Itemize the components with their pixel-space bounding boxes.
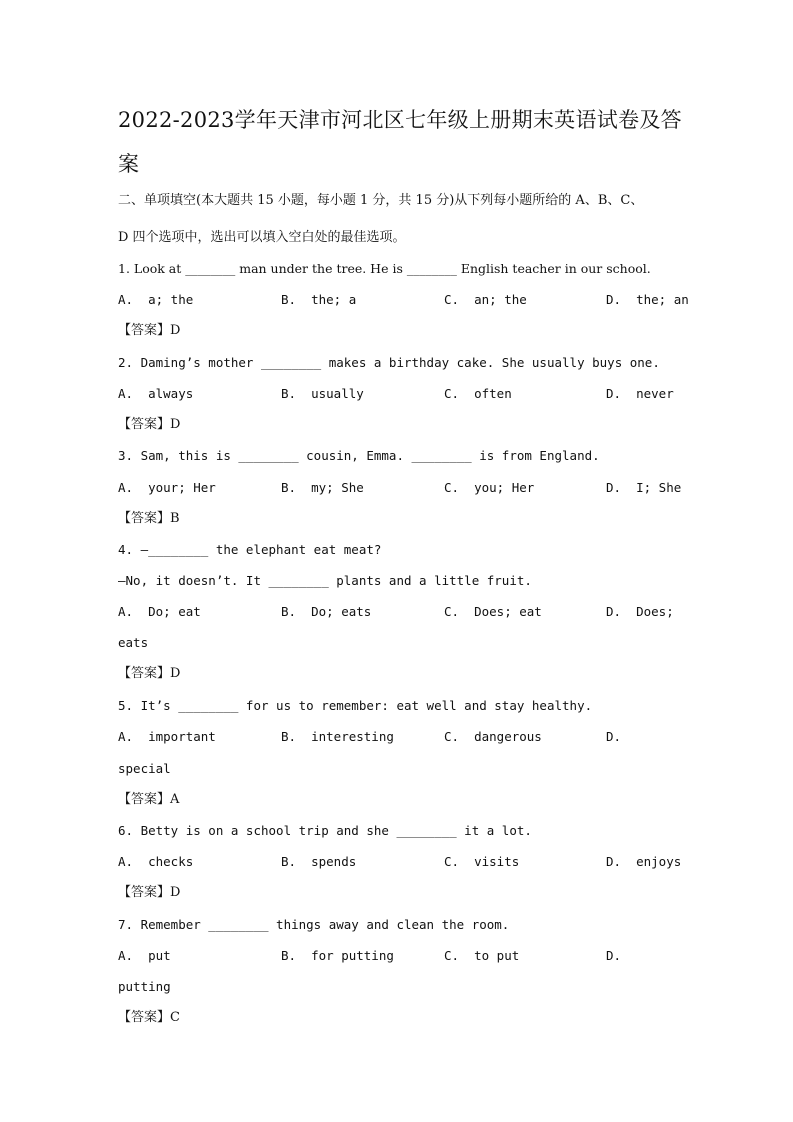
- question-6-stem: 6. Betty is on a school trip and she ________ it a lot.: [118, 823, 532, 838]
- question-4-stem-line-2: —No, it doesn’t. It ________ plants and a little fruit.: [118, 573, 532, 588]
- question-4-stem: 4. —________ the elephant eat meat?: [118, 542, 382, 557]
- question-4-option-d-wrap: eats: [118, 635, 149, 650]
- question-1-answer: 【答案】D: [118, 323, 181, 338]
- question-5-stem: 5. It’s ________ for us to remember: eat well and stay healthy.: [118, 698, 593, 713]
- question-4-option-a: A. Do; eat: [118, 604, 201, 619]
- question-5-option-a: A. important: [118, 729, 216, 744]
- question-3-option-a: A. your; Her: [118, 480, 216, 495]
- question-1-option-a: A. a; the: [118, 292, 194, 307]
- question-1-option-c: C. an; the: [444, 292, 527, 307]
- question-3-stem: 3. Sam, this is ________ cousin, Emma. ________ is from England.: [118, 448, 600, 463]
- question-1-stem: 1. Look at ________ man under the tree. He is ________ English teacher in our school.: [118, 261, 651, 276]
- question-4-option-c: C. Does; eat: [444, 604, 542, 619]
- question-5-option-d: D.: [606, 729, 622, 744]
- question-3-option-c: C. you; Her: [444, 480, 535, 495]
- question-3-option-d: D. I; She: [606, 480, 682, 495]
- question-7-option-c: C. to put: [444, 948, 520, 963]
- question-6-option-b: B. spends: [281, 854, 357, 869]
- question-6-option-c: C. visits: [444, 854, 520, 869]
- question-6-answer: 【答案】D: [118, 885, 181, 900]
- page-title: 2022-2023学年天津市河北区七年级上册期末英语试卷及答案: [118, 108, 682, 176]
- question-3-answer: 【答案】B: [118, 511, 180, 526]
- question-2-option-a: A. always: [118, 386, 194, 401]
- question-4-answer: 【答案】D: [118, 666, 181, 681]
- question-1-option-b: B. the; a: [281, 292, 357, 307]
- question-2-option-c: C. often: [444, 386, 512, 401]
- question-6-option-a: A. checks: [118, 854, 194, 869]
- question-7-option-d: D.: [606, 948, 622, 963]
- question-5-option-b: B. interesting: [281, 729, 394, 744]
- question-7-option-d-wrap: putting: [118, 979, 171, 994]
- section-intro-line-2: D 四个选项中，选出可以填入空白处的最佳选项。: [118, 230, 406, 245]
- question-4-option-d: D. Does;: [606, 604, 674, 619]
- question-6-option-d: D. enjoys: [606, 854, 682, 869]
- question-4-option-b: B. Do; eats: [281, 604, 372, 619]
- question-7-stem: 7. Remember ________ things away and clean the room.: [118, 917, 510, 932]
- question-7-option-b: B. for putting: [281, 948, 394, 963]
- question-2-option-b: B. usually: [281, 386, 364, 401]
- question-5-answer: 【答案】A: [118, 792, 180, 807]
- question-7-answer: 【答案】C: [118, 1010, 180, 1025]
- question-2-option-d: D. never: [606, 386, 674, 401]
- question-3-option-b: B. my; She: [281, 480, 364, 495]
- question-1-option-d: D. the; an: [606, 292, 689, 307]
- question-7-option-a: A. put: [118, 948, 171, 963]
- question-5-option-c: C. dangerous: [444, 729, 542, 744]
- question-2-answer: 【答案】D: [118, 417, 181, 432]
- section-intro-line-1: 二、单项填空(本大题共 15 小题，每小题 1 分，共 15 分)从下列每小题所给的 A、B、C、: [118, 193, 644, 208]
- question-5-option-d-wrap: special: [118, 761, 171, 776]
- question-2-stem: 2. Daming’s mother ________ makes a birthday cake. She usually buys one.: [118, 355, 660, 370]
